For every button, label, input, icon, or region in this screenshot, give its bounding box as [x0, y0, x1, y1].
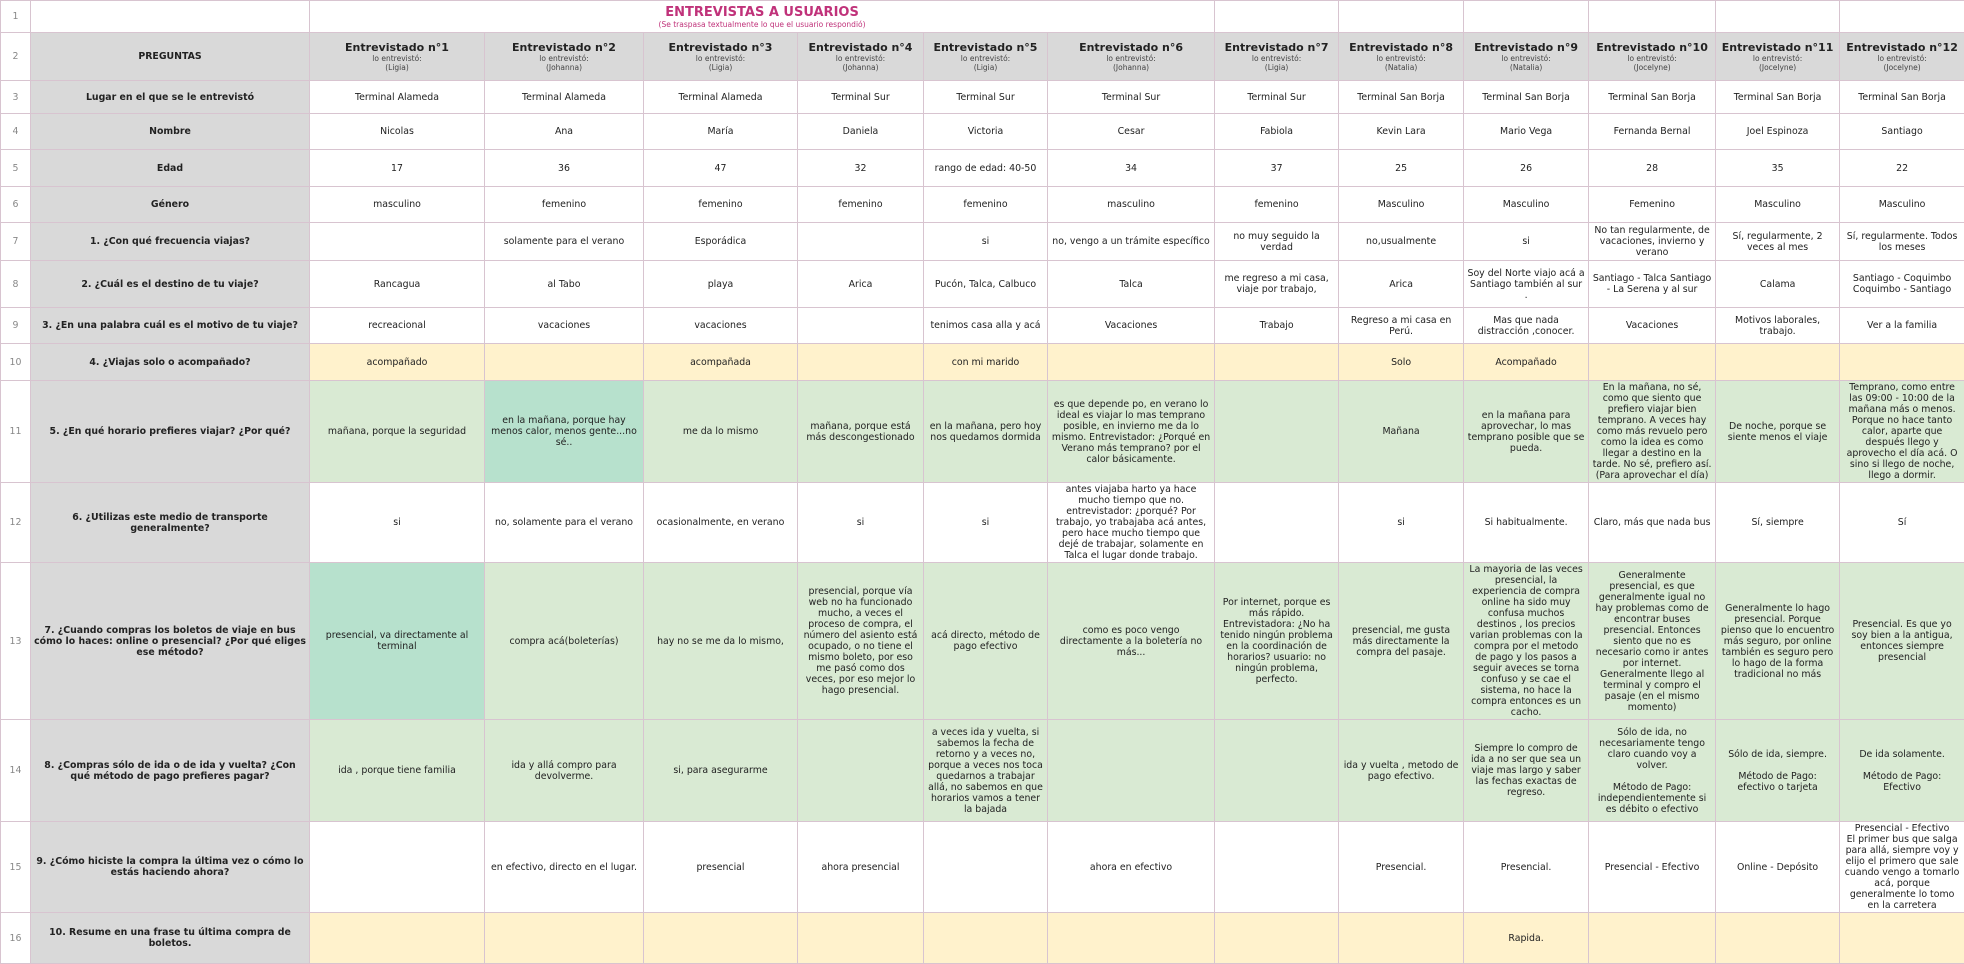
- answer-cell[interactable]: si: [1339, 483, 1464, 563]
- interviewer-label: lo entrevistó:: [1627, 54, 1677, 63]
- answer-cell[interactable]: [644, 913, 798, 964]
- answer-cell[interactable]: Cesar: [1048, 114, 1215, 150]
- answer-cell[interactable]: en la mañana, pero hoy nos quedamos dormida: [924, 381, 1048, 483]
- answer-cell[interactable]: Terminal Sur: [924, 81, 1048, 114]
- answer-cell[interactable]: [1589, 344, 1716, 381]
- interviewee-header[interactable]: [1048, 33, 1215, 81]
- interviewee-title: Entrevistado n°4: [808, 41, 913, 54]
- interviewee-header[interactable]: [798, 33, 924, 81]
- answer-cell[interactable]: ocasionalmente, en verano: [644, 483, 798, 563]
- answer-cell[interactable]: [1215, 381, 1339, 483]
- answer-cell[interactable]: Terminal San Borja: [1339, 81, 1464, 114]
- answer-cell[interactable]: playa: [644, 261, 798, 308]
- question-cell[interactable]: Nombre: [31, 114, 310, 150]
- answer-cell[interactable]: Presencial - Efectivo: [1589, 822, 1716, 913]
- answer-cell[interactable]: Masculino: [1840, 187, 1964, 223]
- answer-cell[interactable]: ida , porque tiene familia: [310, 720, 485, 822]
- answer-cell[interactable]: [1215, 913, 1339, 964]
- answer-cell[interactable]: [1589, 913, 1716, 964]
- answer-cell[interactable]: si: [1464, 223, 1589, 261]
- answer-cell[interactable]: Claro, más que nada bus: [1589, 483, 1716, 563]
- answer-cell[interactable]: Nicolas: [310, 114, 485, 150]
- answer-cell[interactable]: [485, 913, 644, 964]
- interviewee-title: Entrevistado n°3: [668, 41, 773, 54]
- answer-cell[interactable]: acá directo, método de pago efectivo: [924, 563, 1048, 720]
- sheet-title-cell[interactable]: [310, 1, 1215, 33]
- answer-cell[interactable]: al Tabo: [485, 261, 644, 308]
- answer-cell[interactable]: 22: [1840, 150, 1964, 187]
- answer-cell[interactable]: No tan regularmente, de vacaciones, invierno y verano: [1589, 223, 1716, 261]
- interviewee-title: Entrevistado n°12: [1846, 41, 1958, 54]
- interviewer-name: (Johanna): [842, 63, 879, 72]
- answer-cell[interactable]: [1048, 720, 1215, 822]
- answer-cell[interactable]: Sólo de ida, siempre. Método de Pago: efectivo o tarjeta: [1716, 720, 1840, 822]
- answer-cell[interactable]: femenino: [924, 187, 1048, 223]
- interviewee-header[interactable]: [1464, 33, 1589, 81]
- answer-cell[interactable]: 26: [1464, 150, 1589, 187]
- interviewee-title: Entrevistado n°6: [1079, 41, 1183, 54]
- answer-cell[interactable]: presencial: [644, 822, 798, 913]
- answer-cell[interactable]: Soy del Norte viajo acá a Santiago también al sur .: [1464, 261, 1589, 308]
- answer-cell[interactable]: Terminal Alameda: [644, 81, 798, 114]
- row-number[interactable]: 4: [1, 114, 31, 150]
- interviewer-label: lo entrevistó:: [1501, 54, 1551, 63]
- answer-cell[interactable]: 17: [310, 150, 485, 187]
- answer-cell[interactable]: [310, 913, 485, 964]
- answer-cell[interactable]: Generalmente presencial, es que generalmente igual no hay problemas como de encontrar buses presencial. Entonces siento que no es necesario como ir antes por internet. Generalmente llego al terminal y compro el pasaje (en el mismo momento): [1589, 563, 1716, 720]
- interviewee-title: Entrevistado n°7: [1224, 41, 1329, 54]
- empty-cell[interactable]: [1716, 1, 1840, 33]
- interviewee-header[interactable]: [924, 33, 1048, 81]
- answer-cell[interactable]: [1048, 344, 1215, 381]
- answer-cell[interactable]: Rancagua: [310, 261, 485, 308]
- row-number[interactable]: 1: [1, 1, 31, 33]
- answer-cell[interactable]: no, vengo a un trámite específico: [1048, 223, 1215, 261]
- row-number[interactable]: 10: [1, 344, 31, 381]
- answer-cell[interactable]: masculino: [1048, 187, 1215, 223]
- answer-cell[interactable]: a veces ida y vuelta, si sabemos la fecha de retorno y a veces no, porque a veces nos toca quedarnos a trabajar allá, no sabemos en que horarios vamos a tener la bajada: [924, 720, 1048, 822]
- question-cell[interactable]: 6. ¿Utilizas este medio de transporte generalmente?: [31, 483, 310, 563]
- answer-cell[interactable]: Terminal San Borja: [1716, 81, 1840, 114]
- answer-cell[interactable]: Mas que nada distracción ,conocer.: [1464, 308, 1589, 344]
- answer-cell[interactable]: [924, 822, 1048, 913]
- empty-cell[interactable]: [1215, 1, 1339, 33]
- answer-cell[interactable]: si, para asegurarme: [644, 720, 798, 822]
- answer-cell[interactable]: Talca: [1048, 261, 1215, 308]
- answer-cell[interactable]: Regreso a mi casa en Perú.: [1339, 308, 1464, 344]
- interviewer-label: lo entrevistó:: [835, 54, 886, 63]
- answer-cell[interactable]: Ana: [485, 114, 644, 150]
- answer-cell[interactable]: Mario Vega: [1464, 114, 1589, 150]
- answer-cell[interactable]: Presencial - Efectivo El primer bus que salga para allá, siempre voy y elijo el primero que sale cuando vengo a tomarlo acá, porque generalmente lo tomo en la carretera: [1840, 822, 1964, 913]
- answer-cell[interactable]: Rapida.: [1464, 913, 1589, 964]
- answer-cell[interactable]: Santiago - Coquimbo Coquimbo - Santiago: [1840, 261, 1964, 308]
- sheet-subtitle: (Se traspasa textualmente lo que el usuario respondió): [658, 19, 866, 29]
- interviewer-label: lo entrevistó:: [372, 54, 422, 63]
- answer-cell[interactable]: [798, 344, 924, 381]
- question-cell[interactable]: Género: [31, 187, 310, 223]
- interviewee-header[interactable]: [1716, 33, 1840, 81]
- answer-cell[interactable]: 32: [798, 150, 924, 187]
- answer-cell[interactable]: Joel Espinoza: [1716, 114, 1840, 150]
- answer-cell[interactable]: Si habitualmente.: [1464, 483, 1589, 563]
- row-number[interactable]: 14: [1, 720, 31, 822]
- interviewee-title: Entrevistado n°1: [345, 41, 449, 54]
- row-number[interactable]: 11: [1, 381, 31, 483]
- answer-cell[interactable]: [1339, 913, 1464, 964]
- interviewer-name: (Ligia): [385, 63, 409, 72]
- question-cell[interactable]: 9. ¿Cómo hiciste la compra la última vez o cómo lo estás haciendo ahora?: [31, 822, 310, 913]
- answer-cell[interactable]: Terminal Alameda: [310, 81, 485, 114]
- answer-cell[interactable]: [1048, 913, 1215, 964]
- answer-cell[interactable]: [798, 720, 924, 822]
- interviewer-label: lo entrevistó:: [1752, 54, 1803, 63]
- sheet-title: ENTREVISTAS A USUARIOS: [665, 4, 859, 20]
- answer-cell[interactable]: Santiago: [1840, 114, 1964, 150]
- interviewee-title: Entrevistado n°10: [1596, 41, 1708, 54]
- answer-cell[interactable]: Masculino: [1716, 187, 1840, 223]
- answer-cell[interactable]: Terminal Sur: [798, 81, 924, 114]
- answer-cell[interactable]: De ida solamente. Método de Pago: Efectivo: [1840, 720, 1964, 822]
- answer-cell[interactable]: ahora en efectivo: [1048, 822, 1215, 913]
- answer-cell[interactable]: La mayoria de las veces presencial, la experiencia de compra online ha sido muy confusa muchos destinos , los precios varian problemas con la compra por el metodo de pago y los pasos a seguir aveces se torna confuso y se cae el sistema, no hace la compra entonces es un cacho.: [1464, 563, 1589, 720]
- answer-cell[interactable]: vacaciones: [485, 308, 644, 344]
- answer-cell[interactable]: Masculino: [1464, 187, 1589, 223]
- interviewer-label: lo entrevistó:: [1251, 54, 1302, 63]
- row-number[interactable]: 9: [1, 308, 31, 344]
- answer-cell[interactable]: Terminal San Borja: [1464, 81, 1589, 114]
- row-number[interactable]: 15: [1, 822, 31, 913]
- answer-cell[interactable]: con mi marido: [924, 344, 1048, 381]
- answer-cell[interactable]: 36: [485, 150, 644, 187]
- question-cell[interactable]: 10. Resume en una frase tu última compra de boletos.: [31, 913, 310, 964]
- answer-cell[interactable]: 35: [1716, 150, 1840, 187]
- answer-cell[interactable]: 34: [1048, 150, 1215, 187]
- answer-cell[interactable]: 28: [1589, 150, 1716, 187]
- interviewee-header[interactable]: [644, 33, 798, 81]
- answer-cell[interactable]: Calama: [1716, 261, 1840, 308]
- answer-cell[interactable]: vacaciones: [644, 308, 798, 344]
- answer-cell[interactable]: Fabiola: [1215, 114, 1339, 150]
- answer-cell[interactable]: Femenino: [1589, 187, 1716, 223]
- answer-cell[interactable]: Arica: [798, 261, 924, 308]
- answer-cell[interactable]: no muy seguido la verdad: [1215, 223, 1339, 261]
- answer-cell[interactable]: [1215, 720, 1339, 822]
- answer-cell[interactable]: presencial, va directamente al terminal: [310, 563, 485, 720]
- answer-cell[interactable]: ahora presencial: [798, 822, 924, 913]
- empty-cell[interactable]: [31, 1, 310, 33]
- interviewee-header[interactable]: [1840, 33, 1964, 81]
- row-number[interactable]: 13: [1, 563, 31, 720]
- interviewer-name: (Johanna): [545, 63, 583, 72]
- question-cell[interactable]: Edad: [31, 150, 310, 187]
- interviewer-name: (Ligia): [708, 63, 733, 72]
- row-number[interactable]: 5: [1, 150, 31, 187]
- interviewer-name: (Johanna): [1112, 63, 1150, 72]
- answer-cell[interactable]: me da lo mismo: [644, 381, 798, 483]
- answer-cell[interactable]: compra acá(boleterías): [485, 563, 644, 720]
- answer-cell[interactable]: femenino: [485, 187, 644, 223]
- interviewee-header[interactable]: [1589, 33, 1716, 81]
- interviewer-label: lo entrevistó:: [1106, 54, 1156, 63]
- interviewer-label: lo entrevistó:: [1376, 54, 1426, 63]
- answer-cell[interactable]: Sí, regularmente. Todos los meses: [1840, 223, 1964, 261]
- answer-cell[interactable]: solamente para el verano: [485, 223, 644, 261]
- answer-cell[interactable]: Terminal Sur: [1215, 81, 1339, 114]
- answer-cell[interactable]: acompañado: [310, 344, 485, 381]
- question-cell[interactable]: 2. ¿Cuál es el destino de tu viaje?: [31, 261, 310, 308]
- answer-cell[interactable]: Sí, regularmente, 2 veces al mes: [1716, 223, 1840, 261]
- answer-cell[interactable]: María: [644, 114, 798, 150]
- question-cell[interactable]: 8. ¿Compras sólo de ida o de ida y vuelta? ¿Con qué método de pago prefieres pagar?: [31, 720, 310, 822]
- interviewee-header[interactable]: [485, 33, 644, 81]
- answer-cell[interactable]: si: [310, 483, 485, 563]
- answer-cell[interactable]: mañana, porque la seguridad: [310, 381, 485, 483]
- answer-cell[interactable]: me regreso a mi casa, viaje por trabajo,: [1215, 261, 1339, 308]
- answer-cell[interactable]: Kevin Lara: [1339, 114, 1464, 150]
- answer-cell[interactable]: como es poco vengo directamente a la boletería no más...: [1048, 563, 1215, 720]
- answer-cell[interactable]: Mañana: [1339, 381, 1464, 483]
- answer-cell[interactable]: Online - Depósito: [1716, 822, 1840, 913]
- answer-cell[interactable]: [798, 913, 924, 964]
- answer-cell[interactable]: Terminal Sur: [1048, 81, 1215, 114]
- interviewee-title: Entrevistado n°11: [1721, 41, 1834, 54]
- answer-cell[interactable]: rango de edad: 40-50: [924, 150, 1048, 187]
- answer-cell[interactable]: recreacional: [310, 308, 485, 344]
- answer-cell[interactable]: Terminal San Borja: [1840, 81, 1964, 114]
- answer-cell[interactable]: Ver a la familia: [1840, 308, 1964, 344]
- answer-cell[interactable]: femenino: [798, 187, 924, 223]
- answer-cell[interactable]: no,usualmente: [1339, 223, 1464, 261]
- interviewer-name: (Natalia): [1509, 63, 1543, 72]
- answer-cell[interactable]: Presencial.: [1464, 822, 1589, 913]
- answer-cell[interactable]: [798, 308, 924, 344]
- answer-cell[interactable]: ida y allá compro para devolverme.: [485, 720, 644, 822]
- answer-cell[interactable]: mañana, porque está más descongestionado: [798, 381, 924, 483]
- answer-cell[interactable]: Esporádica: [644, 223, 798, 261]
- interviewer-label: lo entrevistó:: [960, 54, 1011, 63]
- interviewer-name: (Ligia): [1264, 63, 1289, 72]
- question-cell[interactable]: 1. ¿Con qué frecuencia viajas?: [31, 223, 310, 261]
- answer-cell[interactable]: acompañada: [644, 344, 798, 381]
- answer-cell[interactable]: Acompañado: [1464, 344, 1589, 381]
- interviewer-name: (Jocelyne): [1883, 63, 1921, 72]
- row-number[interactable]: 7: [1, 223, 31, 261]
- answer-cell[interactable]: en la mañana, porque hay menos calor, menos gente...no sé..: [485, 381, 644, 483]
- answer-cell[interactable]: Pucón, Talca, Calbuco: [924, 261, 1048, 308]
- interviewee-title: Entrevistado n°9: [1474, 41, 1579, 54]
- question-cell[interactable]: 7. ¿Cuando compras los boletos de viaje en bus cómo lo haces: online o presencial? ¿Por qué eliges ese método?: [31, 563, 310, 720]
- answer-cell[interactable]: [1716, 344, 1840, 381]
- interviewer-label: lo entrevistó:: [539, 54, 589, 63]
- answer-cell[interactable]: Terminal San Borja: [1589, 81, 1716, 114]
- answer-cell[interactable]: Santiago - Talca Santiago - La Serena y al sur: [1589, 261, 1716, 308]
- answer-cell[interactable]: es que depende po, en verano lo ideal es viajar lo mas temprano posible, en invierno me da lo mismo. Entrevistador: ¿Porqué en Verano más temprano? por el calor básicamente.: [1048, 381, 1215, 483]
- answer-cell[interactable]: no, solamente para el verano: [485, 483, 644, 563]
- answer-cell[interactable]: Sí, siempre: [1716, 483, 1840, 563]
- answer-cell[interactable]: Trabajo: [1215, 308, 1339, 344]
- answer-cell[interactable]: Fernanda Bernal: [1589, 114, 1716, 150]
- answer-cell[interactable]: Solo: [1339, 344, 1464, 381]
- answer-cell[interactable]: Temprano, como entre las 09:00 - 10:00 de la mañana más o menos. Porque no hace tanto calor, aparte que después llego y aprovecho el día acá. O sino si llego de noche, llego a dormir.: [1840, 381, 1964, 483]
- answer-cell[interactable]: Siempre lo compro de ida a no ser que sea un viaje mas largo y saber las fechas exactas de regreso.: [1464, 720, 1589, 822]
- row-number[interactable]: 3: [1, 81, 31, 114]
- row-number[interactable]: 16: [1, 913, 31, 964]
- answer-cell[interactable]: De noche, porque se siente menos el viaje: [1716, 381, 1840, 483]
- row-number[interactable]: 8: [1, 261, 31, 308]
- interviewee-title: Entrevistado n°8: [1349, 41, 1454, 54]
- answer-cell[interactable]: Sí: [1840, 483, 1964, 563]
- answer-cell[interactable]: Vacaciones: [1048, 308, 1215, 344]
- question-cell[interactable]: 5. ¿En qué horario prefieres viajar? ¿Por qué?: [31, 381, 310, 483]
- empty-cell[interactable]: [1464, 1, 1589, 33]
- empty-cell[interactable]: [1840, 1, 1964, 33]
- interviewer-name: (Jocelyne): [1758, 63, 1797, 72]
- row-number[interactable]: 6: [1, 187, 31, 223]
- answer-cell[interactable]: Motivos laborales, trabajo.: [1716, 308, 1840, 344]
- answer-cell[interactable]: [1215, 483, 1339, 563]
- empty-cell[interactable]: [1339, 1, 1464, 33]
- answer-cell[interactable]: tenimos casa alla y acá: [924, 308, 1048, 344]
- answer-cell[interactable]: Vacaciones: [1589, 308, 1716, 344]
- answer-cell[interactable]: [1215, 822, 1339, 913]
- question-cell[interactable]: 4. ¿Viajas solo o acompañado?: [31, 344, 310, 381]
- answer-cell[interactable]: Daniela: [798, 114, 924, 150]
- interviewee-header[interactable]: [1215, 33, 1339, 81]
- answer-cell[interactable]: 25: [1339, 150, 1464, 187]
- answer-cell[interactable]: Terminal Alameda: [485, 81, 644, 114]
- answer-cell[interactable]: [485, 344, 644, 381]
- answer-cell[interactable]: [1716, 913, 1840, 964]
- empty-cell[interactable]: [1589, 1, 1716, 33]
- answer-cell[interactable]: presencial, porque vía web no ha funcionado mucho, a veces el proceso de compra, el número del asiento está ocupado, o no tiene el mismo boleto, por eso me pasó como dos veces, por eso mejor lo hago presencial.: [798, 563, 924, 720]
- answer-cell[interactable]: si: [798, 483, 924, 563]
- question-cell[interactable]: 3. ¿En una palabra cuál es el motivo de tu viaje?: [31, 308, 310, 344]
- question-cell[interactable]: Lugar en el que se le entrevistó: [31, 81, 310, 114]
- answer-cell[interactable]: antes viajaba harto ya hace mucho tiempo que no. entrevistador: ¿porqué? Por trabajo, yo trabajaba acá antes, pero hace mucho tiempo que dejé de trabajar, solamente en Talca el lugar donde trabajo.: [1048, 483, 1215, 563]
- answer-cell[interactable]: ida y vuelta , metodo de pago efectivo.: [1339, 720, 1464, 822]
- interviewee-header[interactable]: [1339, 33, 1464, 81]
- answer-cell[interactable]: hay no se me da lo mismo,: [644, 563, 798, 720]
- answer-cell[interactable]: [310, 822, 485, 913]
- interviewer-name: (Natalia): [1384, 63, 1418, 72]
- answer-cell[interactable]: [1840, 913, 1964, 964]
- answer-cell[interactable]: si: [924, 483, 1048, 563]
- interviewee-title: Entrevistado n°5: [933, 41, 1038, 54]
- answer-cell[interactable]: Generalmente lo hago presencial. Porque pienso que lo encuentro más seguro, por online también es seguro pero lo hago de la forma tradicional no más: [1716, 563, 1840, 720]
- interviewer-label: lo entrevistó:: [695, 54, 746, 63]
- answer-cell[interactable]: Presencial.: [1339, 822, 1464, 913]
- questions-header[interactable]: PREGUNTAS: [31, 33, 310, 81]
- answer-cell[interactable]: masculino: [310, 187, 485, 223]
- answer-cell[interactable]: [924, 913, 1048, 964]
- interviewee-header[interactable]: [310, 33, 485, 81]
- answer-cell[interactable]: En la mañana, no sé, como que siento que prefiero viajar bien temprano. A veces hay como más revuelo pero como la idea es como llegar a destino en la tarde. No sé, prefiero así. (Para aprovechar el día): [1589, 381, 1716, 483]
- interviewer-label: lo entrevistó:: [1877, 54, 1927, 63]
- answer-cell[interactable]: 37: [1215, 150, 1339, 187]
- answer-cell[interactable]: [798, 223, 924, 261]
- answer-cell[interactable]: en la mañana para aprovechar, lo mas temprano posible que se pueda.: [1464, 381, 1589, 483]
- interviewer-name: (Jocelyne): [1633, 63, 1671, 72]
- answer-cell[interactable]: en efectivo, directo en el lugar.: [485, 822, 644, 913]
- answer-cell[interactable]: [1840, 344, 1964, 381]
- answer-cell[interactable]: Masculino: [1339, 187, 1464, 223]
- answer-cell[interactable]: [310, 223, 485, 261]
- answer-cell[interactable]: femenino: [644, 187, 798, 223]
- answer-cell[interactable]: Por internet, porque es más rápido. Entrevistadora: ¿No ha tenido ningún problema en la coordinación de horarios? usuario: no ningún problema, perfecto.: [1215, 563, 1339, 720]
- answer-cell[interactable]: Sólo de ida, no necesariamente tengo claro cuando voy a volver. Método de Pago: independientemente si es débito o efectivo: [1589, 720, 1716, 822]
- row-number[interactable]: 2: [1, 33, 31, 81]
- row-number[interactable]: 12: [1, 483, 31, 563]
- answer-cell[interactable]: [1215, 344, 1339, 381]
- answer-cell[interactable]: si: [924, 223, 1048, 261]
- answer-cell[interactable]: Presencial. Es que yo soy bien a la antigua, entonces siempre presencial: [1840, 563, 1964, 720]
- interviewee-title: Entrevistado n°2: [512, 41, 616, 54]
- answer-cell[interactable]: femenino: [1215, 187, 1339, 223]
- answer-cell[interactable]: Victoria: [924, 114, 1048, 150]
- answer-cell[interactable]: Arica: [1339, 261, 1464, 308]
- answer-cell[interactable]: 47: [644, 150, 798, 187]
- answer-cell[interactable]: presencial, me gusta más directamente la compra del pasaje.: [1339, 563, 1464, 720]
- interviewer-name: (Ligia): [973, 63, 998, 72]
